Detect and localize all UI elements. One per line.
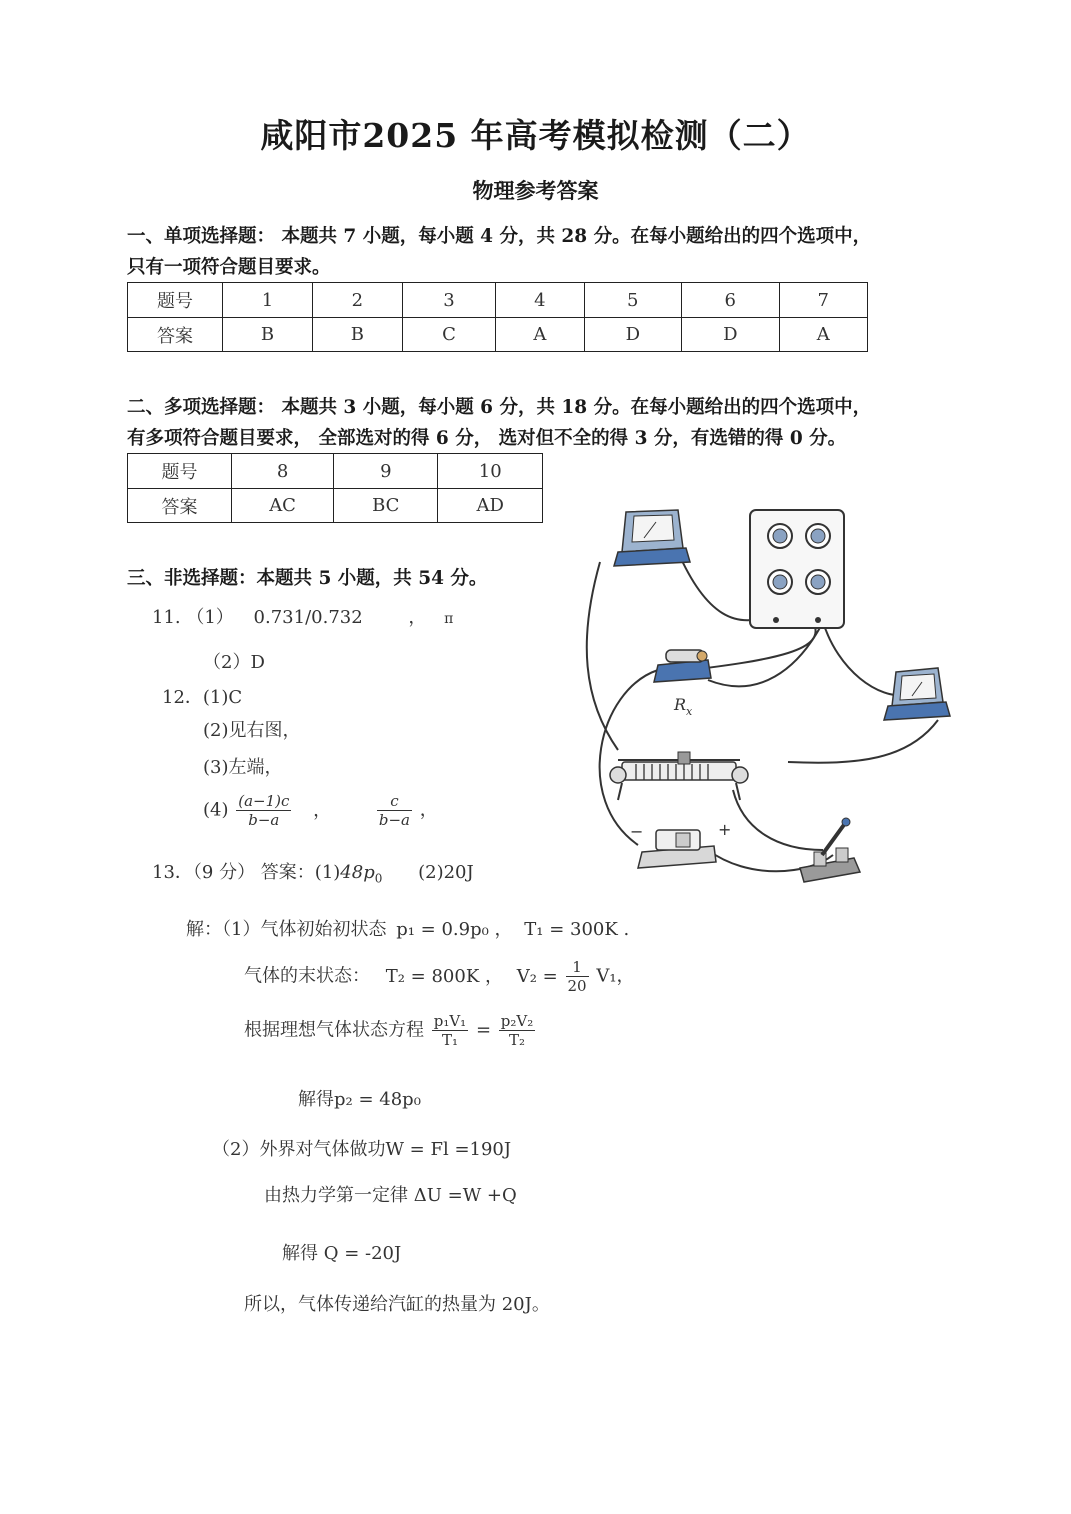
q12-part4-end: ， [419, 799, 438, 821]
solution-conclusion: 所以，气体传递给汽缸的热量为 20J。 [244, 1294, 550, 1315]
number-cell: 9 [334, 454, 438, 489]
solution-eq-left [432, 1012, 468, 1049]
solution-p1: p₁ = 0.9p₀ ， [396, 919, 513, 940]
battery-minus-label: − [630, 822, 644, 841]
q13-answer1: $48p_0$ [340, 862, 383, 886]
solution-label: 解：（1）气体初始初状态 [186, 919, 387, 940]
answer-cell: A [496, 318, 584, 352]
row-head-cell: 题号 [128, 454, 232, 489]
section1-heading-cont: 只有一项符合题目要求。 [127, 257, 331, 278]
answer-cell: AD [438, 489, 543, 523]
answer-cell: B [312, 318, 402, 352]
solution-t2: T₂ = 800K ， [385, 965, 504, 987]
solution-result-2: 解得 Q = -20J [282, 1243, 402, 1264]
answer-cell: D [584, 318, 682, 352]
q12-fraction-2 [377, 792, 412, 829]
q11-part1-value: 0.731/0.732 [253, 607, 363, 628]
fraction-numerator: c [377, 792, 412, 811]
multimeter-box-icon [750, 510, 844, 628]
q12-part4 [203, 792, 438, 829]
fraction-numerator: p₂V₂ [500, 1012, 534, 1030]
battery-icon [638, 830, 716, 868]
solution-t1: T₁ = 300K . [524, 919, 630, 940]
solution-eq-label: 根据理想气体状态方程 [244, 1019, 424, 1041]
page-subtitle: 物理参考答案 [472, 178, 599, 203]
rheostat-icon [610, 752, 748, 800]
page-title: 咸阳市2025 年高考模拟检测（二） [260, 116, 811, 155]
q13-answer [152, 858, 474, 886]
answer-cell: BC [334, 489, 438, 523]
row-head-cell: 答案 [128, 318, 223, 352]
fraction-numerator: p₁V₁ [433, 1012, 467, 1030]
solution-v2-rhs: V₁， [596, 965, 635, 987]
answer-cell: A [779, 318, 867, 352]
number-cell: 4 [496, 283, 584, 318]
solution-part2: （2）外界对气体做功W = Fl =190J [212, 1139, 512, 1160]
solution-law: 由热力学第一定律 ΔU =W +Q [264, 1185, 517, 1206]
number-cell: 10 [438, 454, 543, 489]
answer-cell: AC [232, 489, 334, 523]
section1-answer-table [127, 282, 868, 352]
table-row [128, 489, 543, 523]
section2-answer-table [127, 453, 543, 523]
solution-line-1 [186, 915, 629, 941]
q12-part2: (2)见右图， [203, 720, 301, 741]
q11-part1 [152, 603, 453, 629]
fraction-denominator: b−a [378, 811, 410, 829]
solution-eq-right [499, 1012, 535, 1049]
number-cell: 3 [402, 283, 495, 318]
q11-part1-sep: ， [408, 607, 427, 628]
ammeter-right-icon [884, 668, 950, 720]
circuit-diagram [578, 500, 958, 890]
battery-plus-label: + [718, 820, 732, 839]
number-cell: 7 [779, 283, 867, 318]
section2-heading: 二、多项选择题： 本题共 3 小题，每小题 6 分，共 18 分。在每小题给出的四个选项中， [127, 397, 872, 418]
q12-part3: (3)左端， [203, 757, 283, 778]
rx-label: $R_x$ [674, 695, 693, 718]
q13-head: 13．（9 分） 答案：(1) [152, 862, 341, 883]
table-row [128, 318, 868, 352]
number-cell: 6 [682, 283, 780, 318]
q13-answer2: (2)20J [418, 862, 474, 883]
fraction-denominator: 20 [567, 977, 587, 995]
answer-cell: D [682, 318, 780, 352]
number-cell: 1 [223, 283, 313, 318]
fraction-numerator: (a−1)c [238, 792, 290, 810]
q12-fraction-1 [236, 792, 291, 829]
solution-line-2 [244, 958, 635, 995]
q11-part1-label: 11. （1） [152, 607, 234, 628]
row-head-cell: 答案 [128, 489, 232, 523]
fraction-denominator: T₁ [441, 1031, 458, 1049]
q12-part4-sep: ， [313, 799, 332, 821]
q12-part4-label: (4) [203, 799, 229, 821]
answer-cell: C [402, 318, 495, 352]
number-cell: 8 [232, 454, 334, 489]
fraction-denominator: b−a [248, 811, 280, 829]
section1-heading: 一、单项选择题： 本题共 7 小题，每小题 4 分，共 28 分。在每小题给出的四个选项中， [127, 226, 872, 247]
solution-line-3 [244, 1012, 537, 1049]
answer-cell: B [223, 318, 313, 352]
solution-v2-lhs: V₂ = [516, 965, 558, 987]
solution-v2-fraction [566, 958, 589, 995]
table-row [128, 283, 868, 318]
row-head-cell: 题号 [128, 283, 223, 318]
q11-part2: （2）D [203, 652, 265, 673]
solution-result-1: 解得p₂ = 48p₀ [298, 1089, 421, 1110]
section2-heading-cont: 有多项符合题目要求， 全部选对的得 6 分， 选对但不全的得 3 分，有选错的得 0 分。 [127, 428, 847, 449]
q12-part1: 12．(1)C [162, 687, 243, 708]
solution-end-label: 气体的末状态： [244, 965, 370, 987]
q11-part1-pi: π [444, 611, 454, 627]
table-row [128, 454, 543, 489]
number-cell: 2 [312, 283, 402, 318]
ammeter-top-icon [614, 510, 690, 566]
fraction-denominator: T₂ [508, 1031, 526, 1049]
fraction-numerator: 1 [566, 958, 589, 977]
number-cell: 5 [584, 283, 682, 318]
solution-eq-sign: = [475, 1019, 492, 1041]
resistor-rx-icon [654, 650, 711, 682]
section3-heading: 三、非选择题：本题共 5 小题，共 54 分。 [127, 568, 488, 589]
